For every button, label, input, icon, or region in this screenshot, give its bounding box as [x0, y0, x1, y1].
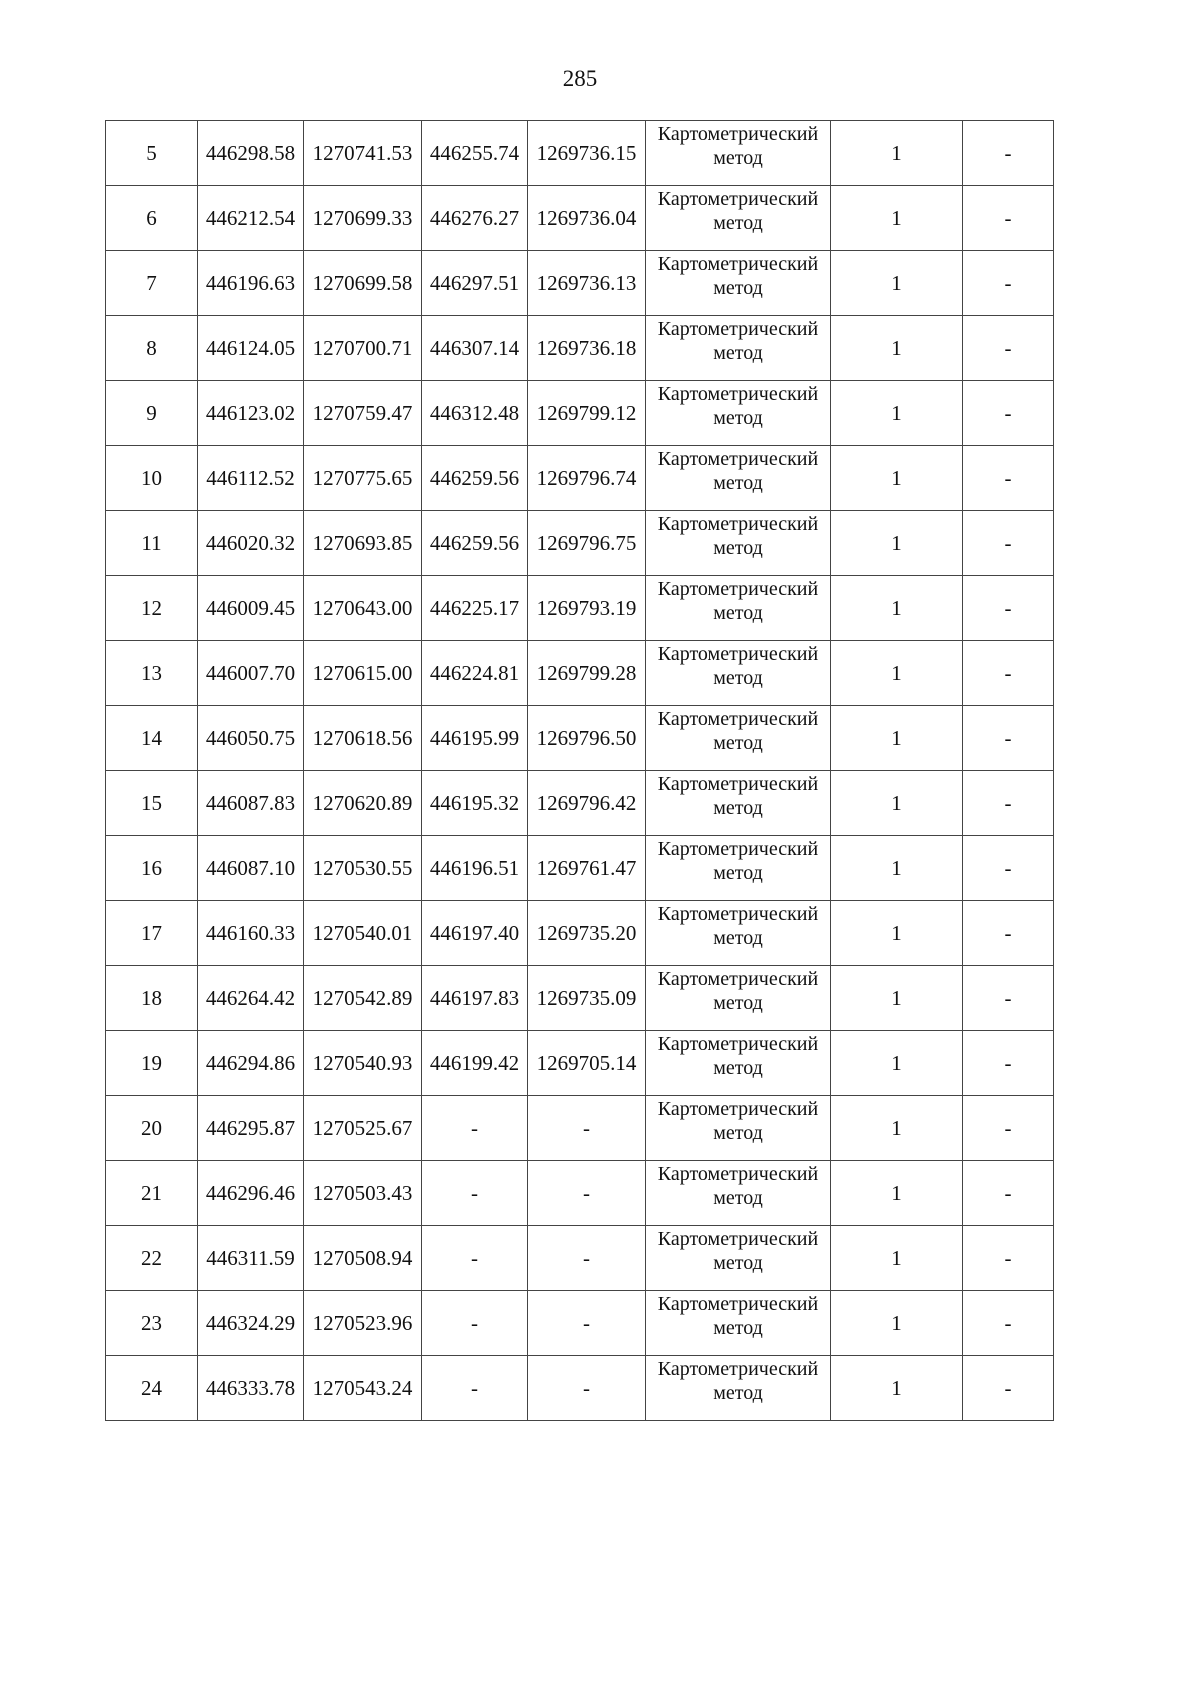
y-coordinate-2-cell: -	[528, 1291, 646, 1356]
y-coordinate-cell: 1270540.93	[304, 1031, 422, 1096]
y-coordinate-cell: 1270775.65	[304, 446, 422, 511]
x-coordinate-2-cell: -	[422, 1356, 528, 1421]
y-coordinate-2-cell: 1269736.18	[528, 316, 646, 381]
note-cell: -	[963, 1291, 1054, 1356]
table-row	[106, 706, 1054, 771]
y-coordinate-cell: 1270759.47	[304, 381, 422, 446]
y-coordinate-2-cell: 1269736.04	[528, 186, 646, 251]
method-cell: Картометрический метод	[646, 251, 831, 316]
x-coordinate-2-cell: 446276.27	[422, 186, 528, 251]
method-cell: Картометрический метод	[646, 966, 831, 1031]
y-coordinate-cell: 1270525.67	[304, 1096, 422, 1161]
y-coordinate-cell: 1270540.01	[304, 901, 422, 966]
y-coordinate-2-cell: 1269793.19	[528, 576, 646, 641]
y-coordinate-cell: 1270700.71	[304, 316, 422, 381]
y-coordinate-cell: 1270618.56	[304, 706, 422, 771]
method-cell: Картометрический метод	[646, 1291, 831, 1356]
x-coordinate-cell: 446112.52	[198, 446, 304, 511]
point-number-cell: 22	[106, 1226, 198, 1291]
note-cell: -	[963, 1096, 1054, 1161]
x-coordinate-2-cell: 446195.99	[422, 706, 528, 771]
x-coordinate-cell: 446160.33	[198, 901, 304, 966]
point-number-cell: 6	[106, 186, 198, 251]
table-row	[106, 966, 1054, 1031]
accuracy-cell: 1	[831, 901, 963, 966]
method-cell: Картометрический метод	[646, 1096, 831, 1161]
accuracy-cell: 1	[831, 251, 963, 316]
accuracy-cell: 1	[831, 706, 963, 771]
x-coordinate-cell: 446295.87	[198, 1096, 304, 1161]
accuracy-cell: 1	[831, 1291, 963, 1356]
y-coordinate-cell: 1270741.53	[304, 121, 422, 186]
table-row	[106, 251, 1054, 316]
table-body	[106, 121, 1054, 1421]
point-number-cell: 21	[106, 1161, 198, 1226]
point-number-cell: 23	[106, 1291, 198, 1356]
point-number-cell: 13	[106, 641, 198, 706]
x-coordinate-2-cell: 446312.48	[422, 381, 528, 446]
x-coordinate-2-cell: 446197.83	[422, 966, 528, 1031]
y-coordinate-cell: 1270643.00	[304, 576, 422, 641]
page-number: 285	[562, 66, 598, 91]
x-coordinate-cell: 446333.78	[198, 1356, 304, 1421]
x-coordinate-2-cell: 446225.17	[422, 576, 528, 641]
y-coordinate-2-cell: 1269799.12	[528, 381, 646, 446]
x-coordinate-2-cell: 446259.56	[422, 446, 528, 511]
x-coordinate-2-cell: -	[422, 1161, 528, 1226]
point-number-cell: 5	[106, 121, 198, 186]
note-cell: -	[963, 706, 1054, 771]
y-coordinate-2-cell: -	[528, 1356, 646, 1421]
y-coordinate-2-cell: 1269735.20	[528, 901, 646, 966]
note-cell: -	[963, 641, 1054, 706]
point-number-cell: 19	[106, 1031, 198, 1096]
point-number-cell: 11	[106, 511, 198, 576]
point-number-cell: 20	[106, 1096, 198, 1161]
y-coordinate-2-cell: 1269799.28	[528, 641, 646, 706]
y-coordinate-cell: 1270693.85	[304, 511, 422, 576]
note-cell: -	[963, 251, 1054, 316]
note-cell: -	[963, 901, 1054, 966]
point-number-cell: 14	[106, 706, 198, 771]
y-coordinate-2-cell: 1269736.13	[528, 251, 646, 316]
x-coordinate-cell: 446311.59	[198, 1226, 304, 1291]
accuracy-cell: 1	[831, 1226, 963, 1291]
coordinates-table	[105, 120, 1054, 1421]
method-cell: Картометрический метод	[646, 901, 831, 966]
point-number-cell: 9	[106, 381, 198, 446]
y-coordinate-cell: 1270523.96	[304, 1291, 422, 1356]
y-coordinate-2-cell: 1269796.74	[528, 446, 646, 511]
table-row	[106, 1096, 1054, 1161]
x-coordinate-cell: 446123.02	[198, 381, 304, 446]
accuracy-cell: 1	[831, 641, 963, 706]
accuracy-cell: 1	[831, 1096, 963, 1161]
note-cell: -	[963, 186, 1054, 251]
y-coordinate-2-cell: -	[528, 1226, 646, 1291]
table-row	[106, 316, 1054, 381]
point-number-cell: 8	[106, 316, 198, 381]
x-coordinate-2-cell: -	[422, 1096, 528, 1161]
table-row	[106, 381, 1054, 446]
x-coordinate-cell: 446087.10	[198, 836, 304, 901]
note-cell: -	[963, 576, 1054, 641]
y-coordinate-2-cell: 1269796.50	[528, 706, 646, 771]
point-number-cell: 17	[106, 901, 198, 966]
x-coordinate-cell: 446007.70	[198, 641, 304, 706]
method-cell: Картометрический метод	[646, 1161, 831, 1226]
accuracy-cell: 1	[831, 186, 963, 251]
x-coordinate-2-cell: 446199.42	[422, 1031, 528, 1096]
y-coordinate-2-cell: 1269761.47	[528, 836, 646, 901]
table-row	[106, 446, 1054, 511]
accuracy-cell: 1	[831, 771, 963, 836]
table-row	[106, 1291, 1054, 1356]
accuracy-cell: 1	[831, 121, 963, 186]
y-coordinate-cell: 1270615.00	[304, 641, 422, 706]
x-coordinate-2-cell: -	[422, 1291, 528, 1356]
table-row	[106, 901, 1054, 966]
x-coordinate-cell: 446020.32	[198, 511, 304, 576]
note-cell: -	[963, 121, 1054, 186]
note-cell: -	[963, 446, 1054, 511]
y-coordinate-cell: 1270508.94	[304, 1226, 422, 1291]
y-coordinate-2-cell: -	[528, 1096, 646, 1161]
method-cell: Картометрический метод	[646, 316, 831, 381]
method-cell: Картометрический метод	[646, 836, 831, 901]
table-row	[106, 1356, 1054, 1421]
note-cell: -	[963, 771, 1054, 836]
table-row	[106, 511, 1054, 576]
accuracy-cell: 1	[831, 1161, 963, 1226]
x-coordinate-2-cell: 446297.51	[422, 251, 528, 316]
method-cell: Картометрический метод	[646, 511, 831, 576]
x-coordinate-cell: 446296.46	[198, 1161, 304, 1226]
x-coordinate-cell: 446009.45	[198, 576, 304, 641]
y-coordinate-cell: 1270699.58	[304, 251, 422, 316]
method-cell: Картометрический метод	[646, 706, 831, 771]
method-cell: Картометрический метод	[646, 381, 831, 446]
method-cell: Картометрический метод	[646, 186, 831, 251]
method-cell: Картометрический метод	[646, 1356, 831, 1421]
point-number-cell: 12	[106, 576, 198, 641]
table-row	[106, 1161, 1054, 1226]
table-row	[106, 576, 1054, 641]
y-coordinate-cell: 1270530.55	[304, 836, 422, 901]
y-coordinate-cell: 1270542.89	[304, 966, 422, 1031]
method-cell: Картометрический метод	[646, 1226, 831, 1291]
table-row	[106, 836, 1054, 901]
table-row	[106, 186, 1054, 251]
point-number-cell: 15	[106, 771, 198, 836]
y-coordinate-2-cell: 1269796.75	[528, 511, 646, 576]
y-coordinate-cell: 1270543.24	[304, 1356, 422, 1421]
y-coordinate-2-cell: 1269736.15	[528, 121, 646, 186]
table-row	[106, 121, 1054, 186]
x-coordinate-cell: 446212.54	[198, 186, 304, 251]
accuracy-cell: 1	[831, 1356, 963, 1421]
table-row	[106, 771, 1054, 836]
note-cell: -	[963, 511, 1054, 576]
accuracy-cell: 1	[831, 316, 963, 381]
x-coordinate-cell: 446087.83	[198, 771, 304, 836]
note-cell: -	[963, 316, 1054, 381]
accuracy-cell: 1	[831, 446, 963, 511]
method-cell: Картометрический метод	[646, 121, 831, 186]
method-cell: Картометрический метод	[646, 576, 831, 641]
table-row	[106, 1031, 1054, 1096]
method-cell: Картометрический метод	[646, 1031, 831, 1096]
y-coordinate-2-cell: 1269796.42	[528, 771, 646, 836]
table-row	[106, 641, 1054, 706]
note-cell: -	[963, 1226, 1054, 1291]
y-coordinate-2-cell: -	[528, 1161, 646, 1226]
y-coordinate-2-cell: 1269705.14	[528, 1031, 646, 1096]
y-coordinate-cell: 1270503.43	[304, 1161, 422, 1226]
point-number-cell: 24	[106, 1356, 198, 1421]
note-cell: -	[963, 836, 1054, 901]
x-coordinate-2-cell: 446195.32	[422, 771, 528, 836]
x-coordinate-2-cell: 446259.56	[422, 511, 528, 576]
accuracy-cell: 1	[831, 1031, 963, 1096]
x-coordinate-2-cell: 446255.74	[422, 121, 528, 186]
note-cell: -	[963, 1356, 1054, 1421]
y-coordinate-2-cell: 1269735.09	[528, 966, 646, 1031]
accuracy-cell: 1	[831, 381, 963, 446]
x-coordinate-2-cell: 446307.14	[422, 316, 528, 381]
accuracy-cell: 1	[831, 836, 963, 901]
note-cell: -	[963, 1161, 1054, 1226]
point-number-cell: 10	[106, 446, 198, 511]
accuracy-cell: 1	[831, 966, 963, 1031]
note-cell: -	[963, 966, 1054, 1031]
x-coordinate-2-cell: 446196.51	[422, 836, 528, 901]
method-cell: Картометрический метод	[646, 446, 831, 511]
method-cell: Картометрический метод	[646, 771, 831, 836]
x-coordinate-2-cell: 446197.40	[422, 901, 528, 966]
x-coordinate-cell: 446324.29	[198, 1291, 304, 1356]
x-coordinate-2-cell: 446224.81	[422, 641, 528, 706]
table-row	[106, 1226, 1054, 1291]
x-coordinate-cell: 446050.75	[198, 706, 304, 771]
method-cell: Картометрический метод	[646, 641, 831, 706]
x-coordinate-cell: 446298.58	[198, 121, 304, 186]
point-number-cell: 16	[106, 836, 198, 901]
x-coordinate-cell: 446124.05	[198, 316, 304, 381]
x-coordinate-cell: 446196.63	[198, 251, 304, 316]
point-number-cell: 7	[106, 251, 198, 316]
note-cell: -	[963, 1031, 1054, 1096]
x-coordinate-cell: 446264.42	[198, 966, 304, 1031]
y-coordinate-cell: 1270699.33	[304, 186, 422, 251]
y-coordinate-cell: 1270620.89	[304, 771, 422, 836]
accuracy-cell: 1	[831, 576, 963, 641]
x-coordinate-2-cell: -	[422, 1226, 528, 1291]
note-cell: -	[963, 381, 1054, 446]
accuracy-cell: 1	[831, 511, 963, 576]
point-number-cell: 18	[106, 966, 198, 1031]
x-coordinate-cell: 446294.86	[198, 1031, 304, 1096]
